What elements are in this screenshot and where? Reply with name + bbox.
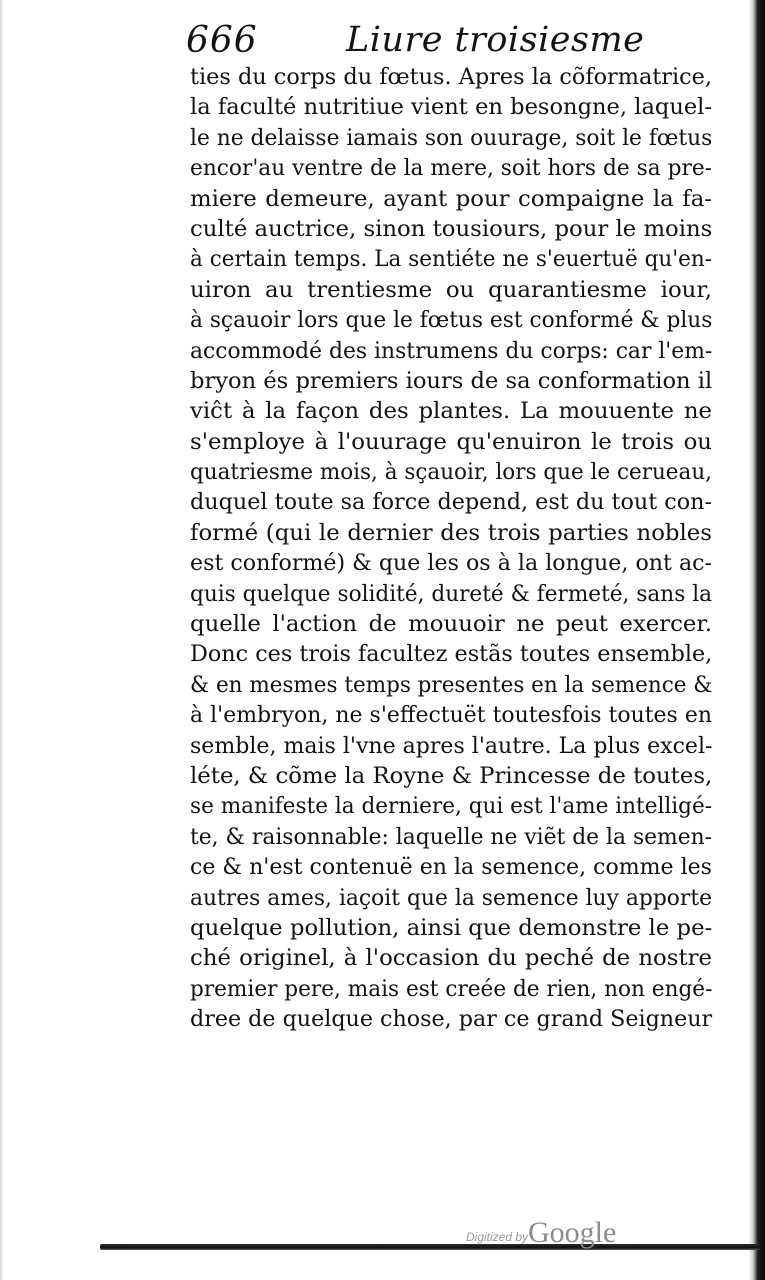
text-line: à sçauoir lors que le fœtus est conformé & plus [190, 307, 713, 334]
text-line: est conformé) & que les os à la longue, ont ac- [190, 550, 712, 577]
text-line: s'employe à l'ouurage qu'enuiron le trois ou [190, 428, 712, 455]
text-line: accommodé des instrumens du corps: car l'em- [190, 337, 713, 364]
body-text [190, 62, 712, 1035]
text-line: miere demeure, ayant pour compaigne la fa- [190, 185, 712, 212]
text-line: quelle l'action de mouuoir ne peut exercer. [190, 611, 712, 638]
text-line: quatriesme mois, à sçauoir, lors que le cerueau, [190, 459, 712, 486]
text-line: ties du corps du fœtus. Apres la cõformatrice, [190, 64, 713, 90]
text-line: ché originel, à l'occasion du peché de nostre [190, 945, 712, 972]
text-line: quis quelque solidité, dureté & fermeté, sans la [190, 580, 712, 607]
text-line: te, & raisonnable: laquelle ne viẽt de la semen- [190, 823, 712, 850]
text-line: à l'embryon, ne s'effectuët toutesfois toutes en [190, 702, 712, 729]
text-line: semble, mais l'vne apres l'autre. La plus excel- [190, 732, 713, 759]
text-line: quelque pollution, ainsi que demonstre le pe- [190, 914, 713, 941]
text-line: formé (qui le dernier des trois parties nobles [190, 519, 712, 546]
text-line: le ne delaisse iamais son ouurage, soit le fœtus [190, 124, 713, 151]
text-line: dree de quelque chose, par ce grand Seigneur [190, 1006, 713, 1033]
digitized-by-google-watermark [466, 1216, 726, 1256]
text-line: Donc ces trois facultez estãs toutes ensemble, [190, 641, 713, 668]
page-left-shadow [0, 0, 4, 1280]
text-line: à certain temps. La sentiéte ne s'euertuë qu'en- [190, 246, 712, 273]
page-number: 666 [186, 20, 258, 61]
text-line: léte, & cõme la Royne & Princesse de toutes, [190, 762, 713, 789]
text-line: encor'au ventre de la mere, soit hors de sa pre- [190, 155, 712, 182]
text-line: autres ames, iaçoit que la semence luy apporte [190, 884, 712, 911]
text-line: la faculté nutritiue vient en besongne, laquel- [190, 94, 712, 121]
text-line: & en mesmes temps presentes en la semence & [190, 671, 713, 698]
text-line: uiron au trentiesme ou quarantiesme iour, [190, 276, 712, 303]
text-line: se manifeste la derniere, qui est l'ame intelligé- [190, 793, 712, 820]
running-head-title: Liure troisiesme [346, 20, 645, 60]
text-line: duquel toute sa force depend, est du tout con- [190, 489, 713, 516]
page-right-edge [749, 0, 765, 1280]
google-logo: Google [528, 1216, 617, 1249]
text-line: premier pere, mais est creée de rien, non engé- [190, 975, 713, 1002]
text-line: culté auctrice, sinon tousiours, pour le moins [190, 215, 713, 242]
digitized-by-label: Digitized by [466, 1230, 529, 1244]
text-line: ce & n'est contenuë en la semence, comme les [190, 854, 712, 881]
text-line: bryon és premiers iours de sa conformation il [190, 367, 713, 394]
text-line: viĉt à la façon des plantes. La mouuente ne [190, 398, 712, 425]
